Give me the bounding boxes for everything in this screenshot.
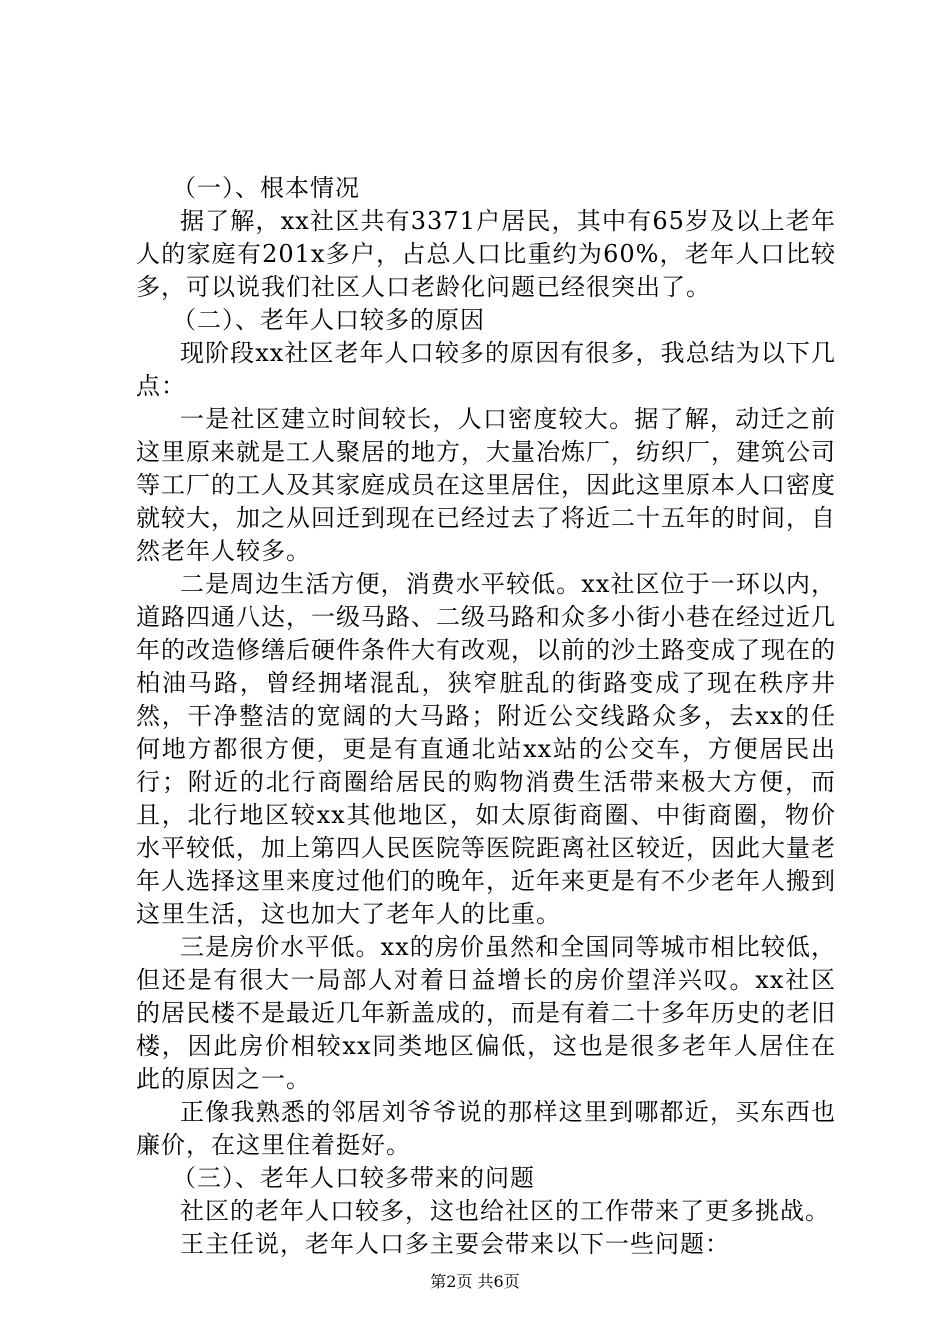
paragraph: 正像我熟悉的邻居刘爷爷说的那样这里到哪都近，买东西也廉价，在这里住着挺好。 [136,1098,836,1159]
document-body [136,172,836,1261]
paragraph: 社区的老年人口较多，这也给社区的工作带来了更多挑战。 [180,1197,830,1225]
paragraph: 一是社区建立时间较长，人口密度较大。据了解，动迁之前这里原来就是工人聚居的地方，大量冶炼厂，纺织厂，建筑公司等工厂的工人及其家庭成员在这里居住，因此这里原本人口密度就较大，加之从回迁到现在已经过去了将近二十五年的时间，自然老年人较多。 [136,405,836,565]
paragraph: 现阶段xx社区老年人口较多的原因有很多，我总结为以下几点： [136,339,836,400]
paragraph: 三是房价水平低。xx的房价虽然和全国同等城市相比较低，但还是有很大一局部人对着日益增长的房价望洋兴叹。xx社区的居民楼不是最近几年新盖成的，而是有着二十多年历史的老旧楼，因此房价相较xx同类地区偏低，这也是很多老年人居住在此的原因之一。 [136,933,836,1093]
paragraph: 王主任说，老年人口多主要会带来以下一些问题： [180,1230,730,1258]
paragraph: 据了解，xx社区共有3371户居民，其中有65岁及以上老年人的家庭有201x多户，占总人口比重约为60%，老年人口比较多，可以说我们社区人口老龄化问题已经很突出了。 [136,207,836,301]
page-number-footer: 第2页 共6页 [430,1272,520,1291]
paragraph: 二是周边生活方便，消费水平较低。xx社区位于一环以内，道路四通八达，一级马路、二级马路和众多小街小巷在经过近几年的改造修缮后硬件条件大有改观，以前的沙土路变成了现在的柏油马路，曾经拥堵混乱，狭窄脏乱的街路变成了现在秩序井然，干净整洁的宽阔的大马路；附近公交线路众多，去xx的任何地方都很方便，更是有直通北站xx站的公交车，方便居民出行；附近的北行商圈给居民的购物消费生活带来极大方便，而且，北行地区较xx其他地区，如太原街商圈、中街商圈，物价水平较低，加上第四人民医院等医院距离社区较近，因此大量老年人选择这里来度过他们的晚年，近年来更是有不少老年人搬到这里生活，这也加大了老年人的比重。 [136,570,836,928]
section-heading-2: （二）、老年人口较多的原因 [172,306,485,334]
section-heading-3: （三）、老年人口较多带来的问题 [172,1164,535,1192]
section-heading-1: （一）、根本情况 [172,174,360,202]
